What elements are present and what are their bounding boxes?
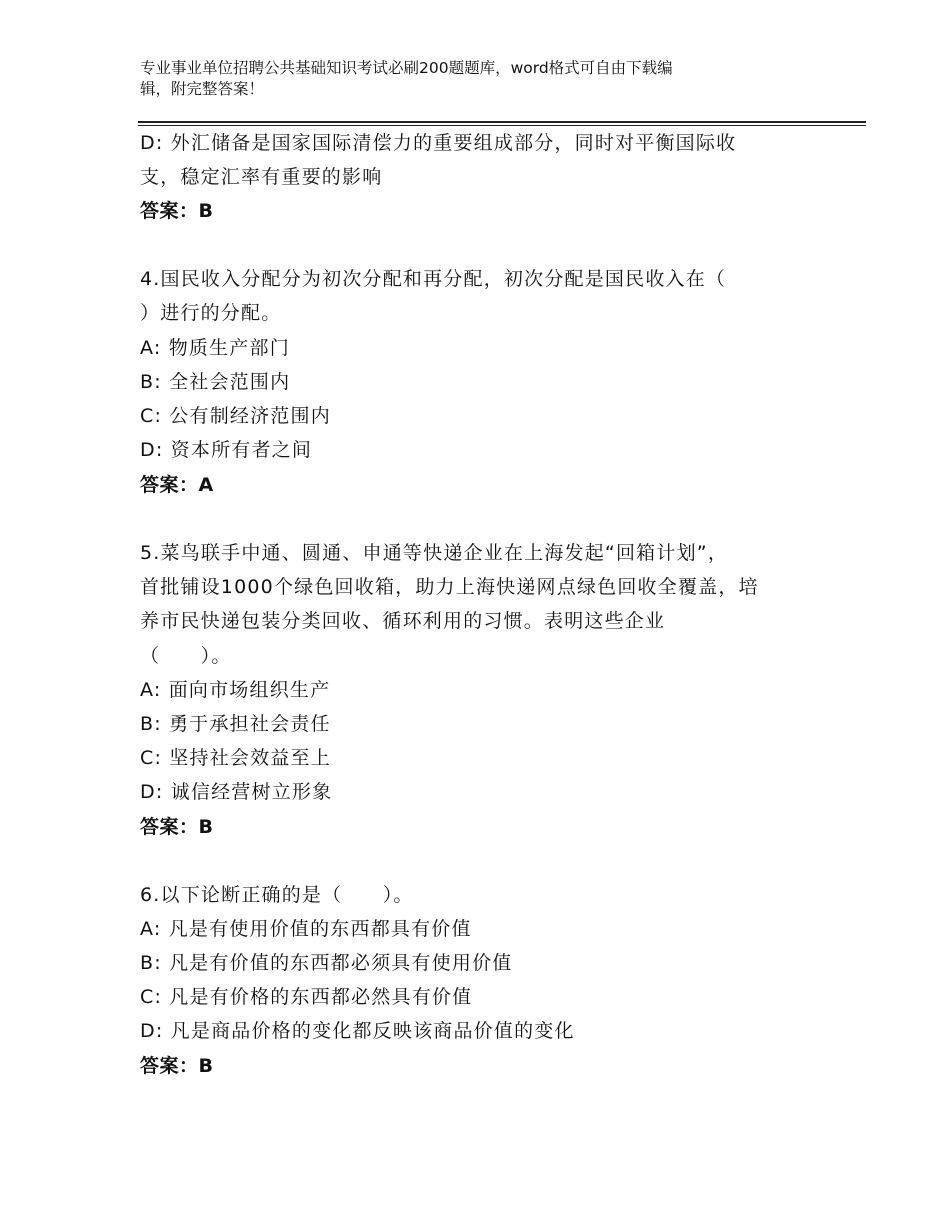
page-header [140,58,820,100]
header-rule-thin [138,125,866,126]
q5-option-d: D: 诚信经营树立形象 [140,781,333,803]
header-line-1: 专业事业单位招聘公共基础知识考试必刷200题题库，word格式可自由下载编 [140,59,673,77]
q6-stem: 6.以下论断正确的是（ ）。 [140,884,414,906]
q5-stem-line-3: 养市民快递包装分类回收、循环利用的习惯。表明这些企业 [140,610,666,632]
q3-answer: 答案：B [140,200,214,222]
q4-option-d: D: 资本所有者之间 [140,439,313,461]
q4-stem-line-1: 4.国民收入分配分为初次分配和再分配，初次分配是国民收入在（ [140,268,727,290]
q6-option-b: B: 凡是有价值的东西都必须具有使用价值 [140,952,513,974]
q4-option-a: A: 物质生产部门 [140,337,290,359]
q3-option-d-line-2: 支，稳定汇率有重要的影响 [140,166,383,188]
q5-option-a: A: 面向市场组织生产 [140,679,331,701]
q5-option-c: C: 坚持社会效益至上 [140,747,331,769]
q5-stem-line-4: （ ）。 [140,645,232,667]
header-rule-thick [138,121,866,123]
q5-stem-line-2: 首批铺设1000个绿色回收箱，助力上海快递网点绿色回收全覆盖，培 [140,576,759,598]
q5-answer: 答案：B [140,816,214,838]
q4-stem-line-2: ）进行的分配。 [140,302,282,324]
q6-option-a: A: 凡是有使用价值的东西都具有价值 [140,918,472,940]
q5-option-b: B: 勇于承担社会责任 [140,713,331,735]
q4-option-c: C: 公有制经济范围内 [140,405,331,427]
q3-option-d-line-1: D: 外汇储备是国家国际清偿力的重要组成部分，同时对平衡国际收 [140,132,737,154]
q6-option-c: C: 凡是有价格的东西都必然具有价值 [140,986,473,1008]
header-line-2: 辑，附完整答案！ [140,80,265,98]
q6-answer: 答案：B [140,1055,214,1077]
q4-option-b: B: 全社会范围内 [140,371,291,393]
q4-answer: 答案：A [140,474,214,496]
q5-stem-line-1: 5.菜鸟联手中通、圆通、申通等快递企业在上海发起“回箱计划”， [140,542,729,564]
q6-option-d: D: 凡是商品价格的变化都反映该商品价值的变化 [140,1020,575,1042]
